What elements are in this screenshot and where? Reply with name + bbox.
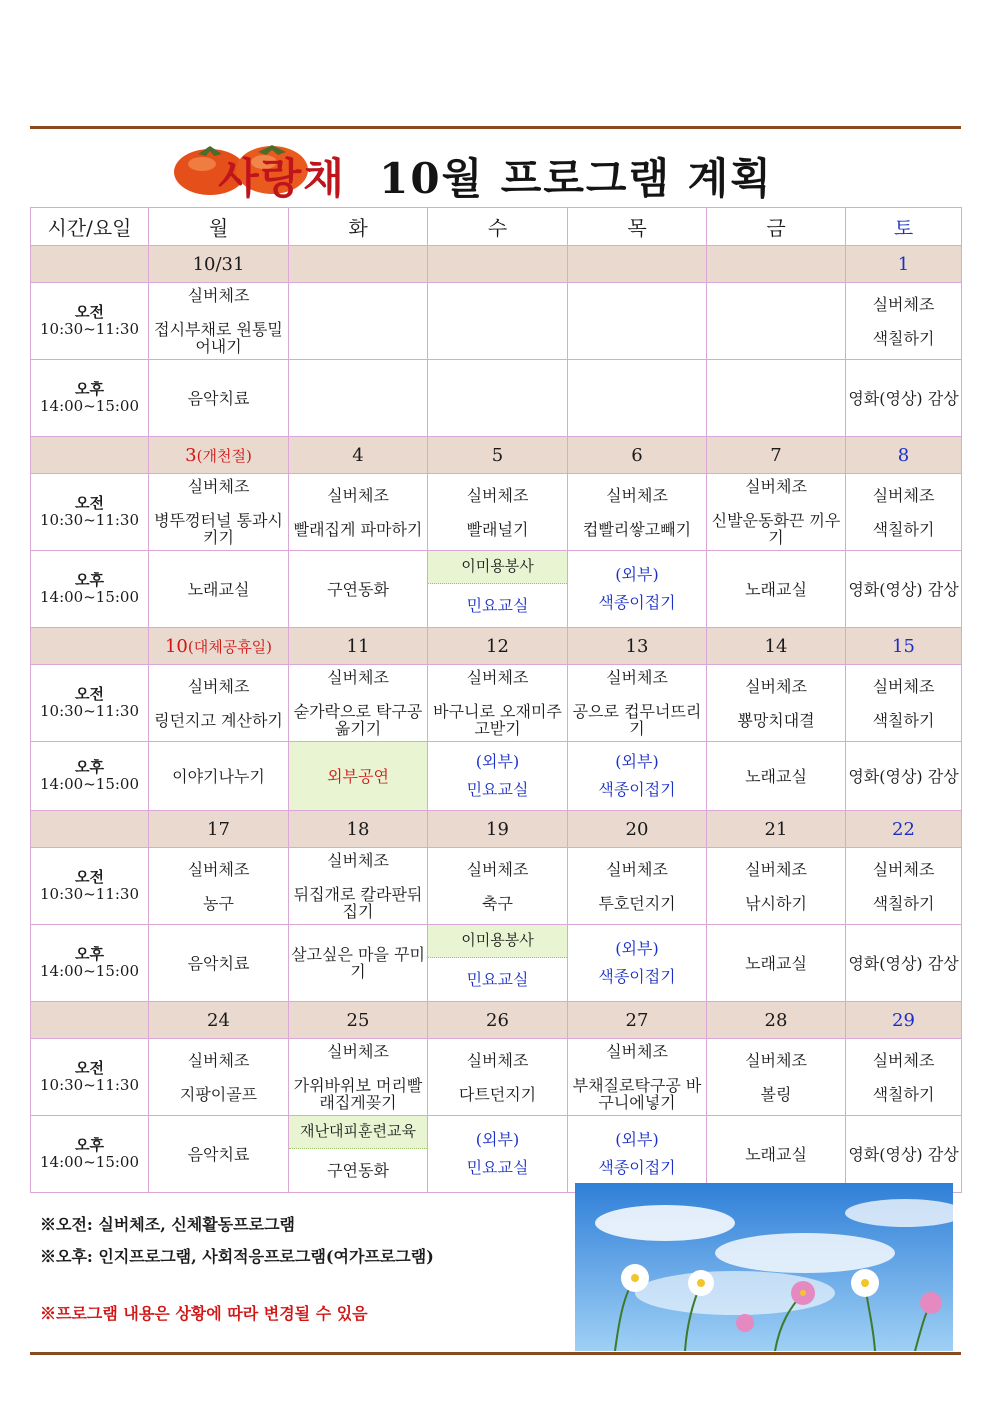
am-thu: [568, 474, 707, 551]
am-activity-main: 실버체조: [466, 668, 529, 687]
am-activity-sub: 부채질로탁구공 바구니에넣기: [572, 1076, 702, 1112]
am-activity-sub: 링던지고 계산하기: [154, 710, 283, 730]
am-activity-main: 실버체조: [606, 1042, 668, 1061]
am-activity-main: 실버체조: [606, 859, 668, 879]
pm-external-block: [428, 742, 567, 810]
pm-row: [31, 1116, 962, 1193]
am-activity-main: 실버체조: [187, 477, 250, 496]
am-activity-main: 실버체조: [466, 1050, 529, 1070]
pm-external-tag: (외부): [475, 1130, 520, 1149]
slot-label: 오후: [75, 380, 104, 398]
am-activity-sub: 다트던지기: [458, 1084, 537, 1104]
am-activity-sub: 뿅망치대결: [737, 710, 815, 730]
am-activity-sub: 빨래집게 파마하기: [293, 519, 423, 539]
pm-activity: 민요교실: [466, 595, 529, 615]
am-activity-sub: 컵빨리쌓고빼기: [582, 519, 692, 539]
date-tue: 4: [289, 437, 428, 474]
note-am: ※오전: 실버체조, 신체활동프로그램: [40, 1215, 296, 1234]
am-activity-sub: 숟가락으로 탁구공옮기기: [293, 702, 423, 738]
time-cell-pm: [31, 925, 149, 1002]
date-thu: 27: [568, 1002, 707, 1039]
date-thu: 13: [568, 628, 707, 665]
am-activity-main: 실버체조: [466, 859, 529, 879]
slot-label: 오후: [75, 571, 104, 589]
am-activity-sub: 신발운동화끈 끼우기: [711, 511, 841, 547]
date-sat: 1: [846, 246, 962, 283]
pm-external-tag: (외부): [615, 939, 659, 958]
date-mon: [149, 628, 289, 665]
am-tue: [289, 474, 428, 551]
cosmos-flower-photo: [575, 1183, 953, 1351]
date-row: [31, 437, 962, 474]
pm-mon: 이야기나누기: [149, 742, 289, 811]
pm-external-block: [568, 742, 706, 810]
am-activity-main: 실버체조: [872, 859, 935, 879]
am-thu: [568, 848, 707, 925]
am-tue: [289, 848, 428, 925]
pm-activity: 민요교실: [466, 1158, 529, 1177]
pm-row: [31, 925, 962, 1002]
pm-split-block: [289, 1116, 427, 1192]
date-tue: 18: [289, 811, 428, 848]
pm-sat: 영화(영상) 감상: [846, 360, 962, 437]
am-mon: [149, 283, 289, 360]
am-activity-sub: 가위바위보 머리빨래집게꽂기: [293, 1076, 423, 1112]
pm-tue: [289, 360, 428, 437]
title-text: 10월 프로그램 계획: [379, 154, 773, 203]
pm-wed: [428, 925, 568, 1002]
pm-sat: 영화(영상) 감상: [846, 551, 962, 628]
date-sat: 29: [846, 1002, 962, 1039]
am-activity-sub: 색칠하기: [872, 519, 935, 539]
am-fri: [707, 283, 846, 360]
am-row: [31, 848, 962, 925]
am-activity-main: 실버체조: [606, 668, 668, 687]
pm-row: [31, 360, 962, 437]
date-fri: 7: [707, 437, 846, 474]
pm-split-block: [428, 551, 567, 627]
am-activity-main: 실버체조: [872, 485, 935, 505]
pm-row: [31, 551, 962, 628]
pm-sat: 영화(영상) 감상: [846, 925, 962, 1002]
am-activity-sub: 색칠하기: [872, 710, 935, 730]
pm-tue: [289, 1116, 428, 1193]
pm-thu: [568, 925, 707, 1002]
am-mon: [149, 474, 289, 551]
am-activity-main: 실버체조: [327, 1042, 389, 1061]
slot-label: 오후: [75, 945, 104, 963]
am-activity-main: 실버체조: [187, 859, 250, 879]
header-row: [31, 208, 962, 246]
am-wed: [428, 848, 568, 925]
date-thu: 20: [568, 811, 707, 848]
am-fri: [707, 1039, 846, 1116]
am-activity-main: 실버체조: [872, 1050, 935, 1070]
pm-tue: 살고싶은 마을 꾸미기: [289, 925, 428, 1002]
slot-time: 10:30~11:30: [39, 702, 140, 720]
pm-wed: [428, 360, 568, 437]
flower-image: [575, 1183, 953, 1351]
am-wed: [428, 1039, 568, 1116]
pm-external-block: [568, 1116, 706, 1192]
title-brand: 사랑채: [218, 154, 346, 203]
pm-activity: 색종이접기: [598, 1158, 676, 1177]
slot-time: 14:00~15:00: [39, 397, 140, 415]
time-cell-am: [31, 848, 149, 925]
time-cell-pm: [31, 742, 149, 811]
pm-row: [31, 742, 962, 811]
date-fri: [707, 246, 846, 283]
time-cell-am: [31, 283, 149, 360]
pm-external-tag: (외부): [615, 752, 659, 771]
date-sat: 15: [846, 628, 962, 665]
pm-volunteer: 이미용봉사: [428, 551, 567, 584]
pm-activity: 색종이접기: [598, 780, 676, 799]
am-activity-sub: 투호던지기: [598, 893, 676, 913]
date-label-empty: [31, 437, 149, 474]
am-activity-main: 실버체조: [606, 485, 668, 505]
date-wed: 5: [428, 437, 568, 474]
top-rule: [30, 126, 961, 129]
am-activity-main: 실버체조: [187, 1050, 250, 1070]
pm-activity: 구연동화: [327, 1160, 389, 1180]
am-activity-main: 실버체조: [187, 286, 250, 305]
pm-activity: 색종이접기: [598, 593, 676, 612]
header-time: 시간/요일: [31, 208, 149, 246]
am-row: [31, 1039, 962, 1116]
date-row: [31, 811, 962, 848]
am-activity-sub: 색칠하기: [872, 328, 935, 348]
notes: [40, 1212, 560, 1333]
pm-mon: 노래교실: [149, 551, 289, 628]
pm-mon: 음악치료: [149, 925, 289, 1002]
time-cell-pm: [31, 1116, 149, 1193]
am-sat: [846, 1039, 962, 1116]
time-cell-pm: [31, 551, 149, 628]
slot-label: 오전: [75, 1059, 104, 1077]
pm-mon: 음악치료: [149, 1116, 289, 1193]
note-pm: ※오후: 인지프로그램, 사회적응프로그램(여가프로그램): [40, 1247, 434, 1266]
am-activity-main: 실버체조: [327, 668, 389, 687]
date-sat: 8: [846, 437, 962, 474]
date-mon: 17: [149, 811, 289, 848]
date-wed: 19: [428, 811, 568, 848]
header-wed: 수: [428, 208, 568, 246]
header-tue: 화: [289, 208, 428, 246]
pm-mon: 음악치료: [149, 360, 289, 437]
am-wed: [428, 474, 568, 551]
date-label-empty: [31, 1002, 149, 1039]
date-number: 10: [164, 635, 188, 657]
am-activity-main: 실버체조: [872, 676, 935, 696]
pm-wed: [428, 742, 568, 811]
am-mon: [149, 1039, 289, 1116]
date-tue: 11: [289, 628, 428, 665]
header-sat: 토: [846, 208, 962, 246]
am-sat: [846, 283, 962, 360]
am-activity-sub: 낚시하기: [745, 893, 807, 913]
pm-fri: 노래교실: [707, 925, 846, 1002]
pm-thu: [568, 1116, 707, 1193]
am-row: [31, 474, 962, 551]
am-activity-main: 실버체조: [327, 851, 389, 870]
am-row: [31, 283, 962, 360]
am-activity-sub: 지팡이골프: [179, 1084, 258, 1104]
holiday-label: (대체공휴일): [187, 637, 273, 656]
date-tue: [289, 246, 428, 283]
header-thu: 목: [568, 208, 707, 246]
date-thu: 6: [568, 437, 707, 474]
pm-tue: 구연동화: [289, 551, 428, 628]
date-number: 3: [185, 444, 197, 466]
am-activity-main: 실버체조: [327, 485, 389, 505]
date-fri: 21: [707, 811, 846, 848]
am-sat: [846, 474, 962, 551]
header-fri: 금: [707, 208, 846, 246]
pm-wed: [428, 551, 568, 628]
slot-label: 오전: [75, 303, 104, 321]
pm-volunteer: 재난대피훈련교육: [289, 1116, 427, 1149]
am-activity-main: 실버체조: [745, 477, 807, 496]
slot-label: 오전: [75, 868, 104, 886]
slot-time: 10:30~11:30: [39, 885, 140, 903]
page-title: [30, 146, 961, 206]
slot-label: 오전: [75, 685, 104, 703]
pm-thu: [568, 742, 707, 811]
pm-activity: 민요교실: [466, 780, 529, 799]
time-cell-am: [31, 1039, 149, 1116]
am-activity-main: 실버체조: [872, 294, 935, 314]
date-row: [31, 628, 962, 665]
am-activity-main: 실버체조: [466, 485, 529, 505]
pm-thu: [568, 360, 707, 437]
time-cell-am: [31, 665, 149, 742]
am-activity-sub: 축구: [482, 893, 513, 913]
am-activity-sub: 바구니로 오재미주고받기: [433, 702, 562, 738]
slot-label: 오전: [75, 494, 104, 512]
time-cell-am: [31, 474, 149, 551]
date-wed: 26: [428, 1002, 568, 1039]
slot-time: 14:00~15:00: [39, 588, 140, 606]
am-sat: [846, 665, 962, 742]
holiday-label: (개천절): [196, 446, 252, 465]
date-thu: [568, 246, 707, 283]
date-label-empty: [31, 811, 149, 848]
pm-fri: 노래교실: [707, 1116, 846, 1193]
slot-time: 10:30~11:30: [39, 320, 140, 338]
am-tue: [289, 665, 428, 742]
am-activity-sub: 공으로 컵무너뜨리기: [572, 702, 702, 738]
pm-volunteer: 이미용봉사: [428, 925, 567, 958]
bottom-rule: [30, 1352, 961, 1355]
title-bar: [30, 140, 961, 206]
am-tue: [289, 1039, 428, 1116]
date-tue: 25: [289, 1002, 428, 1039]
am-activity-main: 실버체조: [187, 676, 250, 696]
pm-sat: 영화(영상) 감상: [846, 1116, 962, 1193]
schedule-table: [30, 207, 962, 1193]
time-cell-pm: [31, 360, 149, 437]
pm-thu: [568, 551, 707, 628]
am-thu: [568, 283, 707, 360]
slot-label: 오후: [75, 1136, 104, 1154]
slot-time: 10:30~11:30: [39, 1076, 140, 1094]
date-wed: [428, 246, 568, 283]
am-thu: [568, 1039, 707, 1116]
pm-fri: 노래교실: [707, 551, 846, 628]
am-mon: [149, 665, 289, 742]
am-activity-sub: 색칠하기: [872, 1084, 935, 1104]
pm-external-block: [568, 551, 706, 627]
am-row: [31, 665, 962, 742]
pm-external-block: [568, 925, 706, 1001]
date-mon: 10/31: [149, 246, 289, 283]
pm-fri: 노래교실: [707, 742, 846, 811]
date-fri: 28: [707, 1002, 846, 1039]
pm-external-block: [428, 1116, 567, 1192]
am-tue: [289, 283, 428, 360]
am-activity-main: 실버체조: [745, 859, 807, 879]
am-activity-sub: 뒤집개로 칼라판뒤집기: [293, 885, 423, 921]
am-activity-sub: 색칠하기: [872, 893, 935, 913]
am-fri: [707, 665, 846, 742]
am-activity-sub: 병뚜껑터널 통과시키기: [154, 511, 283, 547]
am-fri: [707, 474, 846, 551]
am-activity-sub: 볼링: [760, 1084, 792, 1104]
am-wed: [428, 283, 568, 360]
pm-wed: [428, 1116, 568, 1193]
am-thu: [568, 665, 707, 742]
date-fri: 14: [707, 628, 846, 665]
note-warning: ※프로그램 내용은 상황에 따라 변경될 수 있음: [40, 1304, 368, 1323]
am-wed: [428, 665, 568, 742]
am-activity-main: 실버체조: [745, 1050, 807, 1070]
slot-time: 14:00~15:00: [39, 775, 140, 793]
date-mon: [149, 437, 289, 474]
am-activity-sub: 접시부채로 원통밀어내기: [154, 320, 283, 356]
pm-external-tag: (외부): [615, 1130, 659, 1149]
slot-time: 14:00~15:00: [39, 1153, 140, 1171]
slot-time: 10:30~11:30: [39, 511, 140, 529]
slot-time: 14:00~15:00: [39, 962, 140, 980]
am-activity-sub: 빨래널기: [466, 519, 529, 539]
date-row: [31, 1002, 962, 1039]
pm-split-block: [428, 925, 567, 1001]
date-wed: 12: [428, 628, 568, 665]
pm-sat: 영화(영상) 감상: [846, 742, 962, 811]
date-label-empty: [31, 246, 149, 283]
date-row: [31, 246, 962, 283]
pm-activity: 민요교실: [466, 969, 529, 989]
date-label-empty: [31, 628, 149, 665]
am-mon: [149, 848, 289, 925]
am-activity-sub: 농구: [203, 893, 234, 913]
am-activity-main: 실버체조: [745, 676, 807, 696]
pm-tue: 외부공연: [289, 742, 428, 811]
pm-external-tag: (외부): [475, 752, 520, 771]
pm-external-tag: (외부): [615, 565, 659, 584]
pm-fri: [707, 360, 846, 437]
date-sat: 22: [846, 811, 962, 848]
am-sat: [846, 848, 962, 925]
pm-activity: 색종이접기: [598, 967, 676, 986]
slot-label: 오후: [75, 758, 104, 776]
header-mon: 월: [149, 208, 289, 246]
am-fri: [707, 848, 846, 925]
date-mon: 24: [149, 1002, 289, 1039]
